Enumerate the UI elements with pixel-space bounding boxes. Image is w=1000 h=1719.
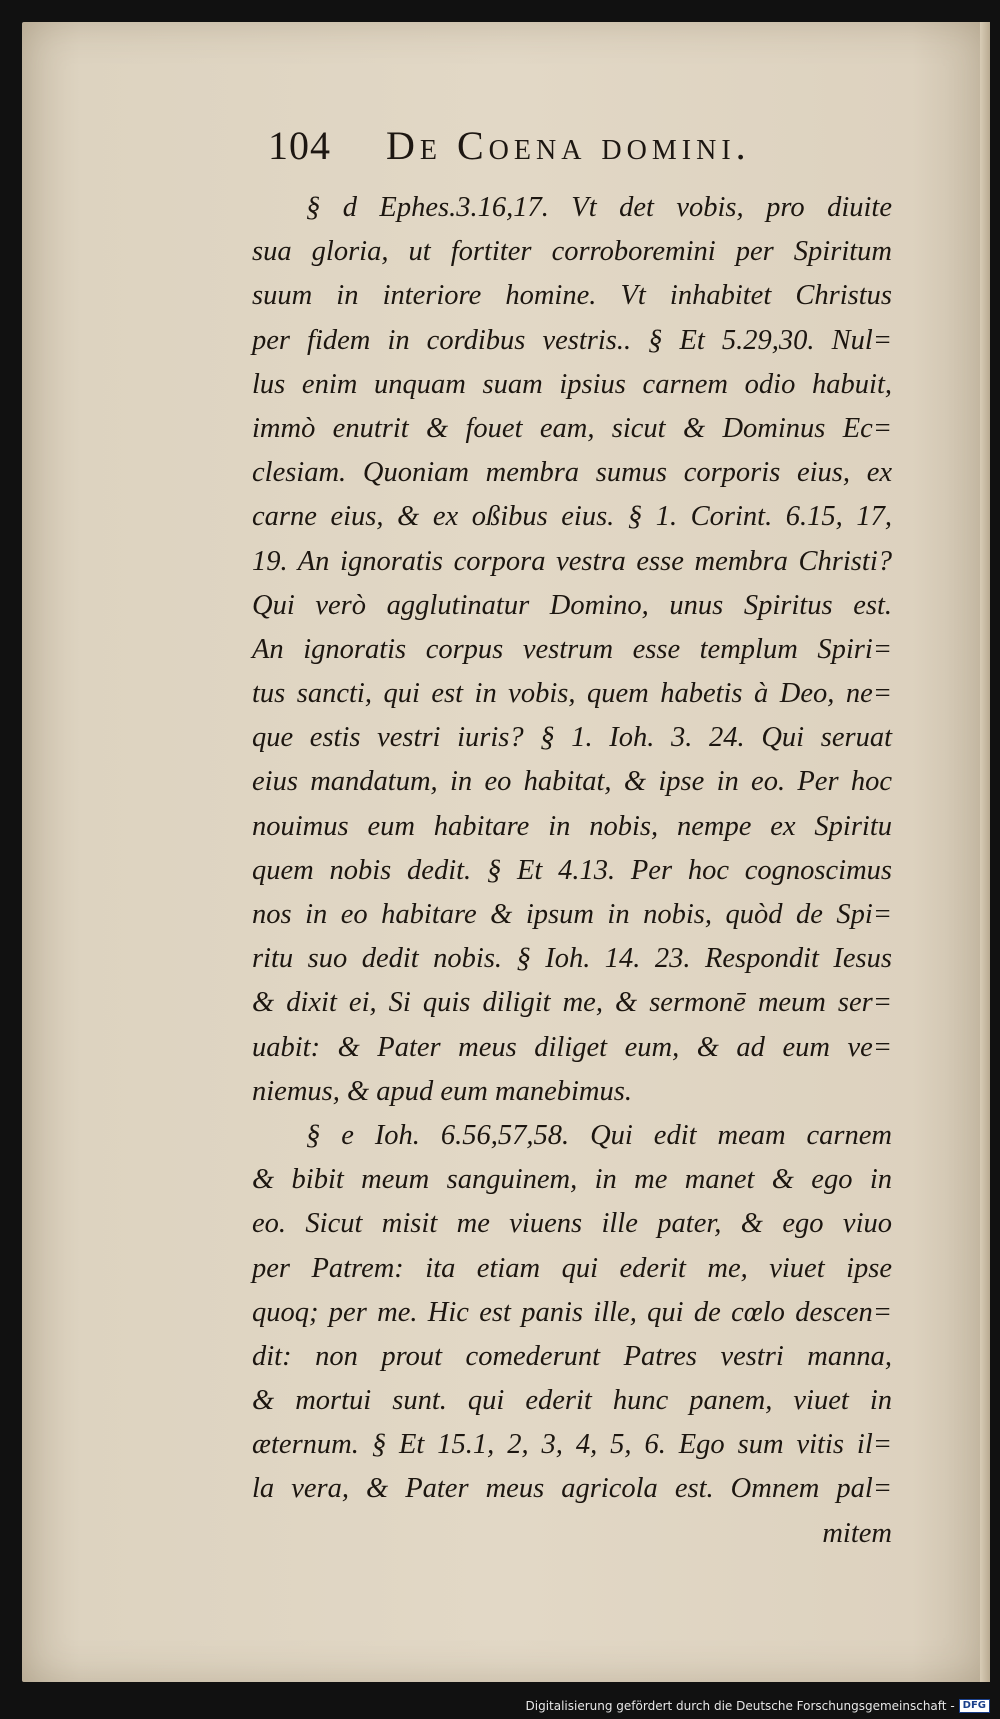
page-edge — [980, 22, 990, 1682]
text-line: An ignoratis corpus vestrum esse templum Spiri= — [252, 633, 892, 665]
text-line: sua gloria, ut fortiter corroboremini per Spiritum — [252, 236, 892, 268]
text-line: clesiam. Quoniam membra sumus corporis eius, ex — [252, 457, 892, 489]
text-line: suum in interiore homine. Vt inhabitet Christus — [252, 280, 892, 312]
text-line: nouimus eum habitare in nobis, nempe ex Spiritu — [252, 810, 892, 842]
text-line: & bibit meum sanguinem, in me manet & ego in — [252, 1164, 892, 1196]
catchword: mitem — [822, 1517, 892, 1549]
text-line: & mortui sunt. qui ederit hunc panem, viuet in — [252, 1385, 892, 1417]
text-line: dit: non prout comederunt Patres vestri manna, — [252, 1340, 892, 1372]
text-line: eo. Sicut misit me viuens ille pater, & ego viuo — [252, 1208, 892, 1240]
text-line: Qui verò agglutinatur Domino, unus Spiritus est. — [252, 589, 892, 621]
running-title: De Coena domini. — [386, 123, 751, 168]
text-line: que estis vestri iuris? § 1. Ioh. 3. 24. Qui seruat — [252, 722, 892, 754]
page-header — [268, 122, 908, 182]
text-line: nos in eo habitare & ipsum in nobis, quòd de Spi= — [252, 899, 892, 930]
text-line: quoq; per me. Hic est panis ille, qui de cœlo descen= — [252, 1296, 892, 1328]
text-line: eius mandatum, in eo habitat, & ipse in eo. Per hoc — [252, 766, 892, 798]
page-number: 104 — [268, 123, 331, 168]
digitization-credit — [526, 1699, 991, 1713]
text-line: 19. An ignoratis corpora vestra esse membra Christi? — [252, 545, 892, 577]
text-line: æternum. § Et 15.1, 2, 3, 4, 5, 6. Ego sum vitis il= — [252, 1429, 892, 1461]
text-line: § d Ephes.3.16,17. Vt det vobis, pro diuite — [306, 192, 892, 223]
credit-text: Digitalisierung gefördert durch die Deutsche Forschungsgemeinschaft - — [525, 1699, 955, 1713]
text-line: immò enutrit & fouet eam, sicut & Dominus Ec= — [252, 412, 892, 444]
text-line: tus sancti, qui est in vobis, quem habetis à Deo, ne= — [252, 678, 892, 710]
text-line: quem nobis dedit. § Et 4.13. Per hoc cognoscimus — [252, 854, 892, 886]
text-line: § e Ioh. 6.56,57,58. Qui edit meam carnem — [306, 1119, 892, 1151]
text-line: lus enim unquam suam ipsius carnem odio habuit, — [252, 368, 892, 400]
text-line: carne eius, & ex oßibus eius. § 1. Corint. 6.15, 17, — [252, 501, 892, 533]
text-line: niemus, & apud eum manebimus. — [252, 1075, 632, 1107]
text-line: per Patrem: ita etiam qui ederit me, viuet ipse — [252, 1252, 892, 1284]
text-line: & dixit ei, Si quis diligit me, & sermonē meum ser= — [252, 987, 892, 1019]
body-text — [252, 186, 892, 1556]
text-line: la vera, & Pater meus agricola est. Omnem pal= — [252, 1473, 892, 1505]
text-line: per fidem in cordibus vestris.. § Et 5.29,30. Nul= — [252, 324, 892, 356]
text-line: ritu suo dedit nobis. § Ioh. 14. 23. Respondit Iesus — [252, 943, 892, 975]
dfg-logo: DFG — [959, 1699, 990, 1713]
text-line: uabit: & Pater meus diliget eum, & ad eum ve= — [252, 1031, 892, 1063]
